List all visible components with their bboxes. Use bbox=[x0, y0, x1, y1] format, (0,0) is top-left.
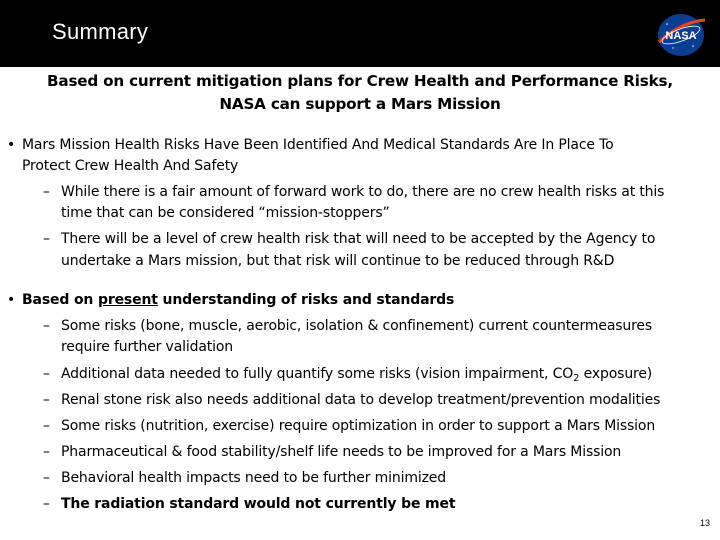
dash-marker: – bbox=[43, 392, 50, 408]
bullet-2-sub-1-line-2: require further validation bbox=[61, 339, 233, 355]
bullet-2-sub-5: Pharmaceutical & food stability/shelf life needs to be improved for a Mars Mission bbox=[61, 444, 622, 460]
subtitle-line-2: NASA can support a Mars Mission bbox=[219, 95, 501, 113]
dash-marker: – bbox=[43, 470, 50, 486]
bullet-1-sub-2-line-1: There will be a level of crew health risk that will need to be accepted by the Agency to bbox=[61, 231, 656, 247]
dash-marker: – bbox=[43, 184, 50, 200]
bullet-1-sub-2-line-2: undertake a Mars mission, but that risk will continue to be reduced through R&D bbox=[61, 253, 615, 269]
bullet-2-sub-6: Behavioral health impacts need to be further minimized bbox=[61, 470, 446, 486]
page-number: 13 bbox=[700, 518, 711, 528]
bullet-1-sub-1-line-2: time that can be considered “mission-stoppers” bbox=[61, 205, 390, 221]
bullet-2-sub-1-line-1: Some risks (bone, muscle, aerobic, isolation & confinement) current countermeasures bbox=[61, 318, 653, 334]
dash-marker: – bbox=[43, 444, 50, 460]
underlined-word: present bbox=[97, 292, 158, 308]
dash-marker: – bbox=[43, 418, 50, 434]
bullet-marker: • bbox=[7, 292, 16, 308]
bullet-1-line-2: Protect Crew Health And Safety bbox=[22, 158, 239, 174]
bullet-1-line-1: Mars Mission Health Risks Have Been Identified And Medical Standards Are In Place To bbox=[22, 137, 614, 153]
slide-title: Summary bbox=[52, 19, 149, 44]
subtitle bbox=[0, 70, 720, 116]
bullet-2-sub-2: Additional data needed to fully quantify some risks (vision impairment, $CO_2$ exposure) bbox=[61, 366, 653, 384]
dash-marker: – bbox=[43, 231, 50, 247]
nasa-logo-text: NASA bbox=[665, 30, 697, 42]
bullet-2-heading: Based on present understanding of risks and standards bbox=[22, 292, 455, 308]
bullet-2-sub-4: Some risks (nutrition, exercise) require optimization in order to support a Mars Mission bbox=[61, 418, 656, 434]
dash-marker: – bbox=[43, 318, 50, 334]
bullet-2-sub-7: The radiation standard would not currently be met bbox=[61, 496, 456, 512]
dash-marker: – bbox=[43, 366, 50, 382]
dash-marker: – bbox=[43, 496, 50, 512]
bullet-1-sub-1-line-1: While there is a fair amount of forward work to do, there are no crew health risks at this bbox=[61, 184, 665, 200]
subtitle-line-1: Based on current mitigation plans for Crew Health and Performance Risks, bbox=[47, 72, 673, 90]
bullet-marker: • bbox=[7, 137, 16, 153]
title-bar bbox=[0, 0, 720, 67]
bullet-2-sub-3: Renal stone risk also needs additional data to develop treatment/prevention modalities bbox=[61, 392, 661, 408]
nasa-logo-icon bbox=[655, 12, 707, 58]
